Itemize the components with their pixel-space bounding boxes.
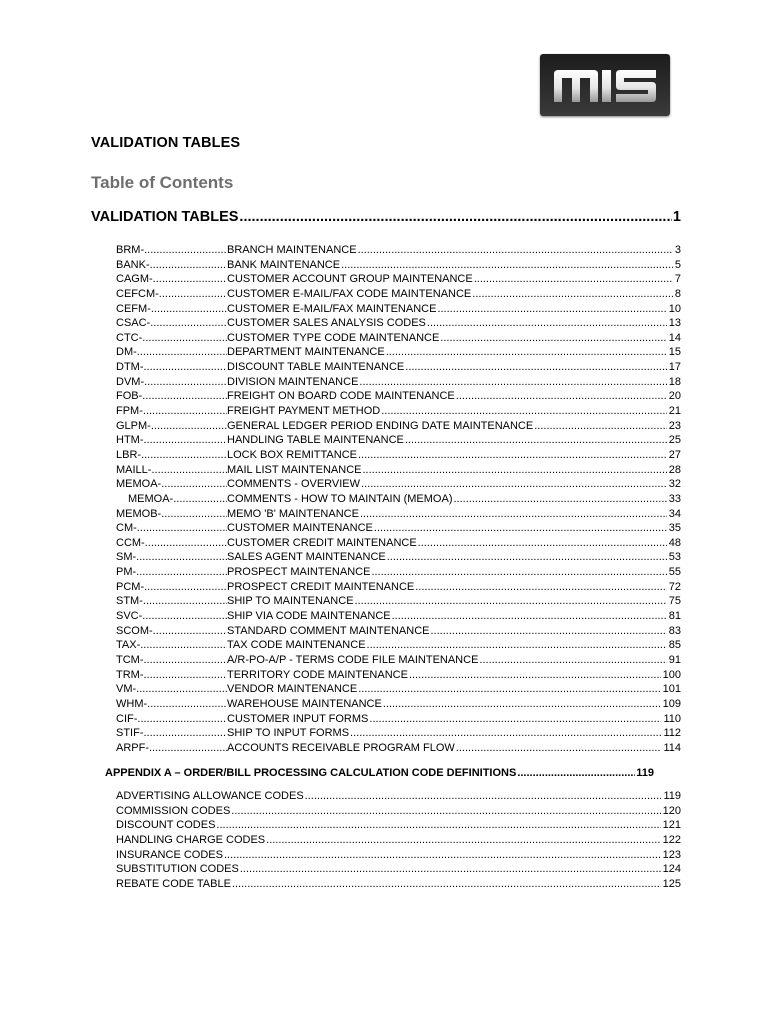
dot-leader	[431, 624, 667, 639]
dot-leader	[369, 712, 661, 727]
dot-leader	[405, 360, 666, 375]
toc-entry-code: TRM-	[116, 668, 144, 681]
toc-entry-title: BRANCH MAINTENANCE	[227, 244, 357, 256]
toc-entry-code-cell	[116, 507, 227, 522]
toc-entry-title: COMMENTS - HOW TO MAINTAIN (MEMOA)	[227, 492, 453, 505]
toc-entry-title: CUSTOMER CREDIT MAINTENANCE	[227, 536, 417, 549]
toc-entry-code: TAX-	[116, 639, 141, 652]
toc-entry-page: 17	[668, 361, 681, 374]
toc-entry-code-cell	[116, 550, 227, 565]
toc-entry[interactable]	[116, 712, 681, 727]
dot-leader	[142, 609, 227, 624]
toc-entry-code-cell	[116, 624, 227, 639]
toc-entry-code: CEFCM-	[116, 287, 159, 300]
dot-leader	[534, 419, 667, 434]
dot-leader	[405, 433, 667, 448]
toc-entry[interactable]	[116, 463, 681, 478]
toc-entry-page: 35	[668, 522, 681, 535]
toc-entry-code-cell	[116, 375, 227, 390]
dot-leader	[140, 638, 227, 653]
toc-entry-page: 33	[668, 492, 681, 505]
toc-entry-code-cell	[116, 741, 227, 756]
toc-entry-code-cell	[116, 448, 227, 463]
page-heading: VALIDATION TABLES	[91, 135, 241, 151]
dot-leader	[350, 726, 661, 741]
toc-heading: Table of Contents	[91, 173, 234, 192]
dot-leader	[153, 272, 227, 287]
dot-leader	[224, 848, 661, 863]
toc-entry-code-cell	[116, 492, 227, 507]
dot-leader	[153, 624, 227, 639]
toc-entry-code-cell	[116, 345, 227, 360]
dot-leader	[136, 565, 227, 580]
toc-entry-page: 81	[668, 610, 681, 623]
toc-entry-code-cell	[116, 712, 227, 727]
appendix-code-title: REBATE CODE TABLE	[116, 877, 231, 890]
dot-leader	[367, 638, 667, 653]
dot-leader	[474, 272, 673, 287]
toc-entry-code: BANK-	[116, 258, 150, 271]
toc-entry[interactable]	[116, 638, 681, 653]
toc-entry[interactable]	[116, 448, 681, 463]
toc-entries-list	[116, 243, 681, 755]
appendix-code-entry[interactable]	[116, 804, 681, 819]
toc-entry[interactable]	[116, 302, 681, 317]
toc-entry[interactable]	[116, 536, 681, 551]
dot-leader	[149, 741, 227, 756]
toc-entry-code-cell	[116, 668, 227, 683]
toc-entry[interactable]	[116, 331, 681, 346]
appendix-code-entry[interactable]	[116, 789, 681, 804]
toc-entry-code-cell	[116, 638, 227, 653]
dot-leader	[456, 389, 667, 404]
toc-entry-page: 85	[668, 639, 681, 652]
toc-entry-code: WHM-	[116, 697, 148, 710]
toc-entry-code: CAGM-	[116, 273, 153, 286]
dot-leader	[381, 404, 667, 419]
dot-leader	[305, 789, 662, 804]
toc-entry-code-cell	[116, 331, 227, 346]
dot-leader	[361, 477, 667, 492]
toc-entry-title: CUSTOMER INPUT FORMS	[227, 712, 369, 725]
dot-leader	[137, 521, 227, 536]
dot-leader	[161, 477, 227, 492]
appendix-code-entry[interactable]	[116, 848, 681, 863]
toc-entry[interactable]	[116, 360, 681, 375]
toc-entry[interactable]	[116, 668, 681, 683]
toc-entry-page: 114	[663, 741, 681, 754]
dot-leader	[362, 463, 666, 478]
dot-leader	[232, 877, 661, 892]
toc-entry-code-cell	[116, 697, 227, 712]
toc-entry-code: CCM-	[116, 536, 145, 549]
appendix-code-entry[interactable]	[116, 862, 681, 877]
dot-leader	[392, 609, 667, 624]
toc-entry-code: SVC-	[116, 610, 143, 623]
dot-leader	[143, 404, 227, 419]
toc-entry-title: WAREHOUSE MAINTENANCE	[227, 697, 382, 710]
toc-entry-code: DM-	[116, 346, 137, 359]
dot-leader	[151, 419, 227, 434]
toc-entry[interactable]	[116, 565, 681, 580]
toc-entry-code: STM-	[116, 595, 143, 608]
appendix-code-title: INSURANCE CODES	[116, 848, 223, 861]
dot-leader	[418, 536, 667, 551]
toc-entry[interactable]	[116, 433, 681, 448]
toc-entry-title: CUSTOMER SALES ANALYSIS CODES	[227, 317, 426, 330]
appendix-title: APPENDIX A – ORDER/BILL PROCESSING CALCULATION CODE DEFINITIONS	[105, 767, 517, 779]
toc-entry-code-cell	[116, 594, 227, 609]
toc-entry-code: LBR-	[116, 448, 142, 461]
toc-entry-code-cell	[116, 258, 227, 273]
appendix-code-page: 124	[662, 863, 681, 876]
dot-leader	[358, 682, 660, 697]
dot-leader	[144, 580, 227, 595]
dot-leader	[437, 302, 666, 317]
toc-entry-page: 25	[668, 434, 681, 447]
toc-level1-page: 1	[672, 209, 681, 225]
toc-entry-code: CSAC-	[116, 317, 151, 330]
toc-entry-code: SM-	[116, 551, 137, 564]
appendix-entry[interactable]	[105, 767, 654, 779]
toc-entry-code-cell	[116, 580, 227, 595]
dot-leader	[415, 580, 667, 595]
toc-entry-code: VM-	[116, 683, 137, 696]
dot-leader	[144, 360, 228, 375]
dot-leader	[479, 653, 666, 668]
toc-entry[interactable]	[116, 741, 681, 756]
toc-entry-page: 34	[668, 507, 681, 520]
dot-leader	[387, 550, 667, 565]
toc-entry-page: 109	[662, 697, 681, 710]
toc-entry-code: FPM-	[116, 405, 143, 418]
toc-entry-title: CUSTOMER TYPE CODE MAINTENANCE	[227, 331, 440, 344]
toc-entry-code: MEMOA-	[116, 478, 162, 491]
toc-entry-page: 91	[668, 653, 681, 666]
toc-entry-code-cell	[116, 302, 227, 317]
toc-entry-page: 23	[668, 419, 681, 432]
toc-entry-code: CTC-	[116, 331, 143, 344]
toc-entry-code-cell	[116, 565, 227, 580]
appendix-code-entry[interactable]	[116, 818, 681, 833]
dot-leader	[374, 521, 667, 536]
dot-leader	[142, 331, 227, 346]
toc-entry-code: PM-	[116, 566, 137, 579]
dot-leader	[386, 345, 667, 360]
toc-entry-title: TERRITORY CODE MAINTENANCE	[227, 668, 408, 681]
toc-entry-title: HANDLING TABLE MAINTENANCE	[227, 434, 404, 447]
toc-entry-code: SCOM-	[116, 624, 153, 637]
dot-leader	[231, 804, 660, 819]
toc-entry-title: CUSTOMER ACCOUNT GROUP MAINTENANCE	[227, 273, 473, 286]
toc-entry-code-cell	[116, 653, 227, 668]
toc-entry[interactable]	[116, 389, 681, 404]
toc-entry-code-cell	[116, 404, 227, 419]
toc-entry-title: CUSTOMER MAINTENANCE	[227, 522, 373, 535]
dot-leader	[440, 331, 666, 346]
toc-entry-title: COMMENTS - OVERVIEW	[227, 478, 361, 491]
toc-entry-page: 110	[663, 712, 681, 725]
appendix-code-title: DISCOUNT CODES	[116, 819, 216, 832]
toc-entry[interactable]	[116, 477, 681, 492]
toc-entry-code: FOB-	[116, 390, 143, 403]
appendix-code-title: SUBSTITUTION CODES	[116, 863, 239, 876]
appendix-page: 119	[636, 767, 654, 779]
toc-entry-code-cell	[116, 463, 227, 478]
toc-entry-code-cell	[116, 521, 227, 536]
appendix-code-page: 123	[662, 848, 681, 861]
dot-leader	[136, 550, 227, 565]
dot-leader	[371, 565, 666, 580]
toc-entry-page: 53	[668, 551, 681, 564]
toc-entry-code: HTM-	[116, 434, 144, 447]
toc-entry-page: 55	[668, 566, 681, 579]
toc-entry-code: STIF-	[116, 727, 144, 740]
toc-entry-page: 75	[668, 595, 681, 608]
toc-entry-title: FREIGHT PAYMENT METHOD	[227, 405, 381, 418]
toc-entry[interactable]	[116, 624, 681, 639]
dot-leader	[144, 243, 227, 258]
appendix-code-page: 121	[662, 819, 681, 832]
toc-entry-code-cell	[116, 433, 227, 448]
toc-entry-title: A/R-PO-A/P - TERMS CODE FILE MAINTENANCE	[227, 653, 479, 666]
toc-entry-page: 32	[668, 478, 681, 491]
dot-leader	[472, 287, 673, 302]
toc-entry-page: 3	[674, 244, 681, 256]
toc-entry-title: MAIL LIST MAINTENANCE	[227, 463, 362, 476]
toc-entry-page: 100	[662, 668, 681, 681]
dot-leader	[355, 594, 667, 609]
toc-entry[interactable]	[116, 594, 681, 609]
dot-leader	[144, 653, 228, 668]
toc-entry[interactable]	[116, 682, 681, 697]
toc-entry[interactable]	[116, 419, 681, 434]
appendix-code-entry[interactable]	[116, 877, 681, 892]
toc-entry[interactable]	[116, 726, 681, 741]
toc-entry[interactable]	[116, 580, 681, 595]
toc-entry-code: PCM-	[116, 580, 145, 593]
toc-entry-title: MEMO 'B' MAINTENANCE	[227, 507, 359, 520]
toc-entry-title: GENERAL LEDGER PERIOD ENDING DATE MAINTENANCE	[227, 419, 534, 432]
toc-entry-page: 83	[668, 624, 681, 637]
toc-entry-page: 101	[662, 683, 681, 696]
toc-entry-page: 21	[668, 405, 681, 418]
toc-entry-code-cell	[116, 682, 227, 697]
toc-entry-page: 27	[668, 448, 681, 461]
dot-leader	[161, 507, 227, 522]
toc-entry-code: CM-	[116, 522, 137, 535]
appendix-code-entry[interactable]	[116, 833, 681, 848]
dot-leader	[142, 389, 227, 404]
toc-entry-title: DEPARTMENT MAINTENANCE	[227, 346, 385, 359]
toc-entry-title: LOCK BOX REMITTANCE	[227, 448, 357, 461]
toc-entry-title: SHIP VIA CODE MAINTENANCE	[227, 610, 391, 623]
dot-leader	[409, 668, 661, 683]
dot-leader	[427, 316, 667, 331]
dot-leader	[239, 209, 672, 225]
toc-entry[interactable]	[116, 609, 681, 624]
toc-entry[interactable]	[116, 272, 681, 287]
dot-leader	[144, 668, 228, 683]
toc-entry[interactable]	[116, 375, 681, 390]
toc-entry-title: STANDARD COMMENT MAINTENANCE	[227, 624, 430, 637]
dot-leader	[137, 712, 227, 727]
dot-leader	[358, 243, 673, 258]
toc-entry-code-cell	[116, 477, 227, 492]
toc-entry-code: MEMOB-	[116, 507, 162, 520]
appendix-code-page: 119	[663, 790, 681, 802]
toc-entry-page: 28	[668, 463, 681, 476]
dot-leader	[151, 463, 227, 478]
toc-entry-code-cell	[116, 389, 227, 404]
toc-entry-code-cell	[116, 726, 227, 741]
toc-entry-title: PROSPECT CREDIT MAINTENANCE	[227, 580, 415, 593]
toc-entry-code: GLPM-	[116, 419, 151, 432]
toc-entry-title: SHIP TO MAINTENANCE	[227, 595, 354, 608]
toc-entry[interactable]	[116, 507, 681, 522]
toc-entry-page: 14	[668, 331, 681, 344]
appendix-code-title: ADVERTISING ALLOWANCE CODES	[116, 790, 304, 802]
dot-leader	[359, 375, 666, 390]
dot-leader	[144, 726, 228, 741]
toc-entry-title: VENDOR MAINTENANCE	[227, 683, 358, 696]
toc-entry-code-cell	[116, 360, 227, 375]
dot-leader	[341, 258, 673, 273]
toc-entry-code: CEFM-	[116, 302, 151, 315]
dot-leader	[151, 302, 227, 317]
toc-entry-code: CIF-	[116, 712, 138, 725]
dot-leader	[150, 258, 227, 273]
toc-entry-title: ACCOUNTS RECEIVABLE PROGRAM FLOW	[227, 741, 455, 754]
toc-level1-title: VALIDATION TABLES	[91, 209, 239, 225]
dot-leader	[266, 833, 661, 848]
appendix-code-page: 122	[662, 833, 681, 846]
toc-entry-code-cell	[116, 287, 227, 302]
dot-leader	[137, 345, 227, 360]
toc-entry-code: ARPF-	[116, 741, 149, 754]
toc-entry-code: DVM-	[116, 375, 145, 388]
toc-entry-code-cell	[116, 609, 227, 624]
dot-leader	[150, 316, 227, 331]
toc-entry-title: BANK MAINTENANCE	[227, 258, 341, 271]
toc-entry-title: CUSTOMER E-MAIL/FAX MAINTENANCE	[227, 302, 437, 315]
toc-entry[interactable]	[116, 697, 681, 712]
toc-entry-page: 15	[668, 346, 681, 359]
toc-entry[interactable]	[116, 492, 681, 507]
dot-leader	[144, 433, 228, 448]
toc-entry[interactable]	[116, 404, 681, 419]
toc-entry[interactable]	[116, 258, 681, 273]
dot-leader	[454, 492, 667, 507]
toc-entry-page: 72	[668, 580, 681, 593]
toc-entry-title: DIVISION MAINTENANCE	[227, 375, 359, 388]
toc-entry-page: 13	[668, 317, 681, 330]
mis-logo	[540, 54, 670, 116]
dot-leader	[216, 818, 660, 833]
dot-leader	[240, 862, 661, 877]
dot-leader	[136, 682, 227, 697]
toc-entry-code-cell	[116, 536, 227, 551]
toc-entry-page: 48	[668, 536, 681, 549]
appendix-code-title: HANDLING CHARGE CODES	[116, 833, 266, 846]
toc-entry[interactable]	[116, 287, 681, 302]
dot-leader	[358, 448, 667, 463]
dot-leader	[383, 697, 661, 712]
toc-entry[interactable]	[116, 316, 681, 331]
toc-entry-title: CUSTOMER E-MAIL/FAX CODE MAINTENANCE	[227, 287, 472, 300]
dot-leader	[144, 375, 227, 390]
toc-entry-page: 8	[674, 287, 681, 300]
toc-entry-page: 20	[668, 390, 681, 403]
toc-level1-entry[interactable]	[91, 209, 681, 225]
toc-entry-page: 10	[668, 302, 681, 315]
toc-entry-title: TAX CODE MAINTENANCE	[227, 639, 366, 652]
toc-entry-title: SALES AGENT MAINTENANCE	[227, 551, 386, 564]
toc-entry-code-cell	[116, 243, 227, 258]
toc-entry-page: 5	[674, 258, 681, 271]
dot-leader	[159, 287, 227, 302]
toc-entry-title: FREIGHT ON BOARD CODE MAINTENANCE	[227, 390, 455, 403]
dot-leader	[517, 767, 635, 779]
toc-entry-page: 112	[663, 727, 681, 740]
toc-entry-code: DTM-	[116, 361, 144, 374]
toc-entry-page: 18	[668, 375, 681, 388]
toc-entry-title: SHIP TO INPUT FORMS	[227, 727, 350, 740]
dot-leader	[143, 594, 227, 609]
toc-entry-code-cell	[116, 272, 227, 287]
toc-entry-code-cell	[116, 419, 227, 434]
toc-entry[interactable]	[116, 345, 681, 360]
dot-leader	[360, 507, 667, 522]
toc-entry[interactable]	[116, 653, 681, 668]
dot-leader	[147, 697, 227, 712]
appendix-entries-list	[116, 789, 681, 891]
dot-leader	[141, 448, 227, 463]
mis-logo-graphic	[540, 54, 670, 116]
toc-entry[interactable]	[116, 521, 681, 536]
toc-entry[interactable]	[116, 550, 681, 565]
toc-entry[interactable]	[116, 243, 681, 258]
toc-entry-code: BRM-	[116, 244, 145, 256]
toc-entry-code: MEMOA-	[128, 492, 174, 505]
appendix-code-page: 120	[662, 804, 681, 817]
toc-entry-title: PROSPECT MAINTENANCE	[227, 566, 371, 579]
appendix-code-title: COMMISSION CODES	[116, 804, 231, 817]
toc-entry-code: TCM-	[116, 653, 144, 666]
dot-leader	[456, 741, 662, 756]
dot-leader	[173, 492, 227, 507]
toc-entry-page: 7	[674, 273, 681, 286]
toc-entry-code: MAILL-	[116, 463, 152, 476]
appendix-code-page: 125	[662, 877, 681, 890]
dot-leader	[145, 536, 227, 551]
toc-entry-code-cell	[116, 316, 227, 331]
toc-entry-title: DISCOUNT TABLE MAINTENANCE	[227, 361, 405, 374]
